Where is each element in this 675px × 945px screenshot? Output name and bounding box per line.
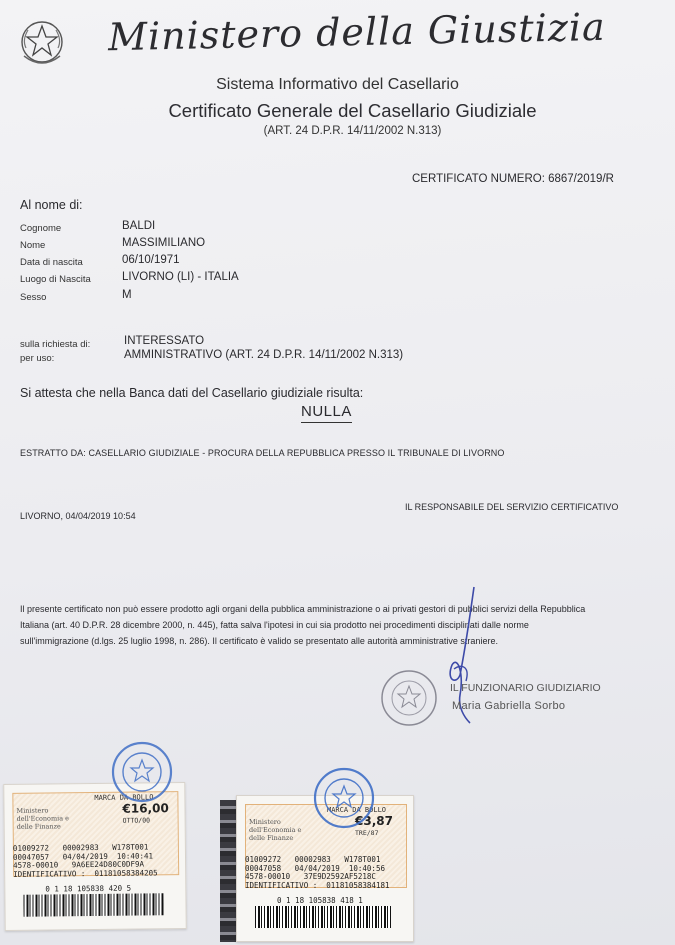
place-date: LIVORNO, 04/04/2019 10:54 [20,511,136,521]
use-value: AMMINISTRATIVO (ART. 24 D.P.R. 14/11/2002 N.313) [124,349,404,361]
result-value: NULLA [301,403,352,423]
requester-label: sulla richiesta di: [20,339,91,350]
stamp-amount: €16,00 [122,801,169,816]
official-name: Maria Gabriella Sorbo [452,700,566,712]
field-value-nome: MASSIMILIANO [122,237,206,249]
stamp-code: OTTO/00 [122,816,151,825]
field-label-cognome: Cognome [20,223,62,234]
requester-value: INTERESSATO [124,335,205,347]
italian-emblem-icon [18,18,66,68]
legal-reference: (ART. 24 D.P.R. 14/11/2002 N.313) [263,125,442,137]
disclaimer-line: Il presente certificato non può essere prodotto agli organi della pubblica amministrazione o ai privati gestori di pubblici servizi della Repubblica [20,604,586,614]
ministry-title: Ministero della Giustizia [107,4,607,60]
revenue-stamp [3,782,187,931]
stamp-marca: MARCA DA BOLLO [94,793,154,803]
field-value-birth-place: LIVORNO (LI) - ITALIA [122,271,239,283]
stamp-issuer: Ministero dell'Economia e delle Finanze [16,806,70,831]
stamp-amount: €3,87 [355,814,393,828]
stamp-lines: 01009272 00002983 W178T001 00047057 04/04/2019 10:40:41 4578-00010 9A6EE24D80C0DF9A IDENTIFICATIVO : 01181058384205 [12,842,158,879]
field-label-birth-place: Luogo di Nascita [20,274,91,285]
field-label-birth-date: Data di nascita [20,257,83,268]
disclaimer-line: Italiana (art. 40 D.P.R. 28 dicembre 2000, n. 445), fatta salva l'ipotesi in cui sia prodotto nei procedimenti disciplinati dalle norme [20,620,529,630]
field-label-sex: Sesso [20,292,47,303]
certificate-title: Certificato Generale del Casellario Giudiziale [168,100,537,121]
disclaimer [20,601,640,649]
holder-heading: Al nome di: [20,198,83,212]
barcode-icon [255,906,391,928]
postmark-icon [312,766,376,830]
attestation-text: Si attesta che nella Banca dati del Casellario giudiziale risulta: [20,386,364,400]
barcode-icon [23,893,163,916]
field-label-nome: Nome [20,240,46,251]
tribunal-seal-icon [380,668,438,728]
responsible-office: IL RESPONSABILE DEL SERVIZIO CERTIFICATIVO [405,502,619,512]
stamp-barcode-number: 0 1 18 105838 420 5 [45,883,132,894]
stamp-code: TRE/87 [355,829,379,837]
field-value-sex: M [122,289,132,301]
system-title: Sistema Informativo del Casellario [216,76,459,93]
extract-source: ESTRATTO DA: CASELLARIO GIUDIZIALE - PROCURA DELLA REPUBBLICA PRESSO IL TRIBUNALE DI LIVORNO [20,448,505,458]
disclaimer-line: sull'immigrazione (d.lgs. 25 luglio 1998, n. 286). Il certificato è valido se presentato alle autorità amministrative straniere. [20,636,498,646]
postmark-icon [110,740,174,804]
official-title: IL FUNZIONARIO GIUDIZIARIO [450,682,601,694]
stamp-issuer: Ministero dell'Economia e delle Finanze [249,818,302,842]
use-label: per uso: [20,353,55,364]
stamp-lines: 01009272 00002983 W178T001 00047058 04/04/2019 10:40:56 4578-00010 37E9D2592AF5218C IDENTIFICATIVO : 01181058384181 [245,855,390,890]
field-value-cognome: BALDI [122,220,156,232]
stamp-marca: MARCA DA BOLLO [327,806,387,814]
field-value-birth-date: 06/10/1971 [122,254,180,266]
certificate-number: CERTIFICATO NUMERO: 6867/2019/R [412,173,614,185]
stamp-barcode-number: 0 1 18 105838 418 1 [277,896,363,905]
